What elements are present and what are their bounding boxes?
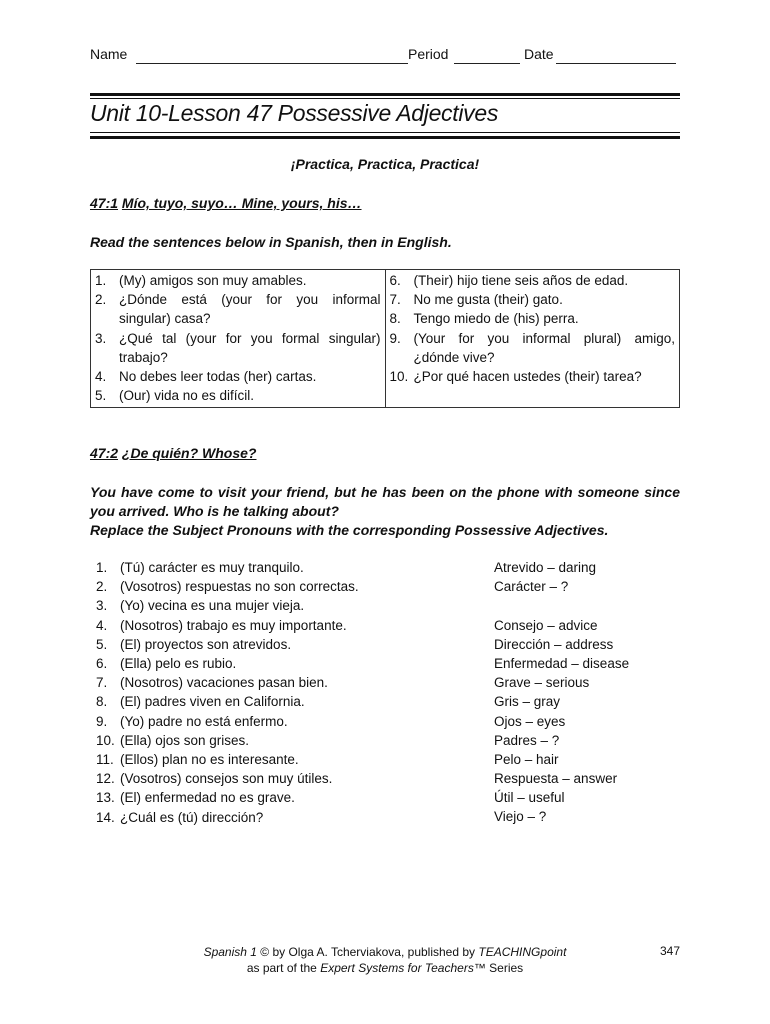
vocabulary-list xyxy=(494,558,674,827)
vocab-item: Grave – serious xyxy=(494,675,590,691)
list-item: 14. ¿Cuál es (tú) dirección? xyxy=(96,809,264,825)
footer-line-1: Spanish 1 © by Olga A. Tcherviakova, published by TEACHINGpoint xyxy=(203,945,567,959)
list-item: 3. ¿Qué tal (your for you formal singular) trabajo? xyxy=(95,330,381,365)
section-1-instruction: Read the sentences below in Spanish, then in English. xyxy=(90,234,452,250)
list-item: 1. (Tú) carácter es muy tranquilo. xyxy=(96,560,304,575)
list-item: 11. (Ellos) plan no es interesante. xyxy=(96,752,299,768)
period-blank[interactable] xyxy=(454,63,520,64)
page-footer xyxy=(90,944,680,976)
vocab-item: Carácter – ? xyxy=(494,579,569,595)
vocab-item: Pelo – hair xyxy=(494,751,559,767)
vocab-item: Dirección – address xyxy=(494,636,614,652)
vocab-item: Gris – gray xyxy=(494,694,561,710)
date-blank[interactable] xyxy=(556,63,676,64)
page-number: 347 xyxy=(659,944,680,958)
list-item: 8. Tengo miedo de (his) perra. xyxy=(389,311,579,327)
section-1-number: 47:1 xyxy=(90,195,119,211)
section-1-heading xyxy=(90,195,362,211)
vocab-item: Respuesta – answer xyxy=(494,771,618,787)
period-label: Period xyxy=(408,46,449,62)
name-label: Name xyxy=(90,46,128,62)
vocab-item: Ojos – eyes xyxy=(494,713,566,729)
list-item: 5. (El) proyectos son atrevidos. xyxy=(96,636,292,652)
title-rule-top xyxy=(90,93,680,96)
section-2-number: 47:2 xyxy=(90,445,119,461)
list-item: 2. (Vosotros) respuestas no son correctas. xyxy=(96,579,359,595)
vocab-item: Viejo – ? xyxy=(494,809,547,825)
sentences-left-column xyxy=(91,270,386,408)
list-item: 10. (Ella) ojos son grises. xyxy=(96,732,250,748)
list-item: 9. (Yo) padre no está enfermo. xyxy=(96,713,288,729)
vocab-spacer xyxy=(494,596,674,615)
section-2-heading xyxy=(90,445,256,461)
section-2-instruction: You have come to visit your friend, but he has been on the phone with someone since you arrived. Who is he talking about? xyxy=(90,484,680,519)
name-period-date-row xyxy=(90,46,678,68)
list-item: 4. (Nosotros) trabajo es muy importante. xyxy=(96,617,347,633)
name-blank[interactable] xyxy=(136,63,408,64)
list-item: 13. (El) enfermedad no es grave. xyxy=(96,790,295,806)
section-2-title: ¿De quién? Whose? xyxy=(121,445,257,461)
list-item: 4. No debes leer todas (her) cartas. xyxy=(95,369,317,385)
section-1-title: Mío, tuyo, suyo… Mine, yours, his… xyxy=(121,195,362,211)
section-2-instruction-2: Replace the Subject Pronouns with the corresponding Possessive Adjectives. xyxy=(90,522,609,538)
list-item: 1. (My) amigos son muy amables. xyxy=(95,273,307,288)
list-item: 5. (Our) vida no es difícil. xyxy=(95,388,255,404)
vocab-item: Consejo – advice xyxy=(494,617,598,633)
sentences-table xyxy=(90,269,680,408)
list-item: 2. ¿Dónde está (your for you informal singular) casa? xyxy=(95,292,381,327)
list-item: 6. (Their) hijo tiene seis años de edad. xyxy=(389,273,629,288)
vocab-item: Útil – useful xyxy=(494,790,565,806)
list-item: 10. ¿Por qué hacen ustedes (their) tarea? xyxy=(389,369,642,385)
list-item: 8. (El) padres viven en California. xyxy=(96,694,305,710)
list-item: 9. (Your for you informal plural) amigo, ¿dónde vive? xyxy=(389,330,675,365)
title-rule-top-thin xyxy=(90,98,680,99)
title-rule-bottom-thin xyxy=(90,132,680,133)
footer-line-2: as part of the Expert Systems for Teachers™ Series xyxy=(246,961,524,975)
list-item: 7. (Nosotros) vacaciones pasan bien. xyxy=(96,675,328,691)
list-item: 12. (Vosotros) consejos son muy útiles. xyxy=(96,771,333,787)
page-title: Unit 10-Lesson 47 Possessive Adjectives xyxy=(90,100,499,126)
vocab-item: Enfermedad – disease xyxy=(494,655,630,671)
vocab-item: Padres – ? xyxy=(494,732,560,748)
sentences-right-column xyxy=(385,270,680,408)
list-item: 3. (Yo) vecina es una mujer vieja. xyxy=(96,598,305,614)
title-rule-bottom xyxy=(90,136,680,139)
exercise-list xyxy=(96,558,476,827)
list-item: 6. (Ella) pelo es rubio. xyxy=(96,656,237,672)
vocab-item: Atrevido – daring xyxy=(494,560,597,575)
subtitle: ¡Practica, Practica, Practica! xyxy=(290,156,480,172)
date-label: Date xyxy=(524,46,554,62)
list-item: 7. No me gusta (their) gato. xyxy=(389,292,563,308)
